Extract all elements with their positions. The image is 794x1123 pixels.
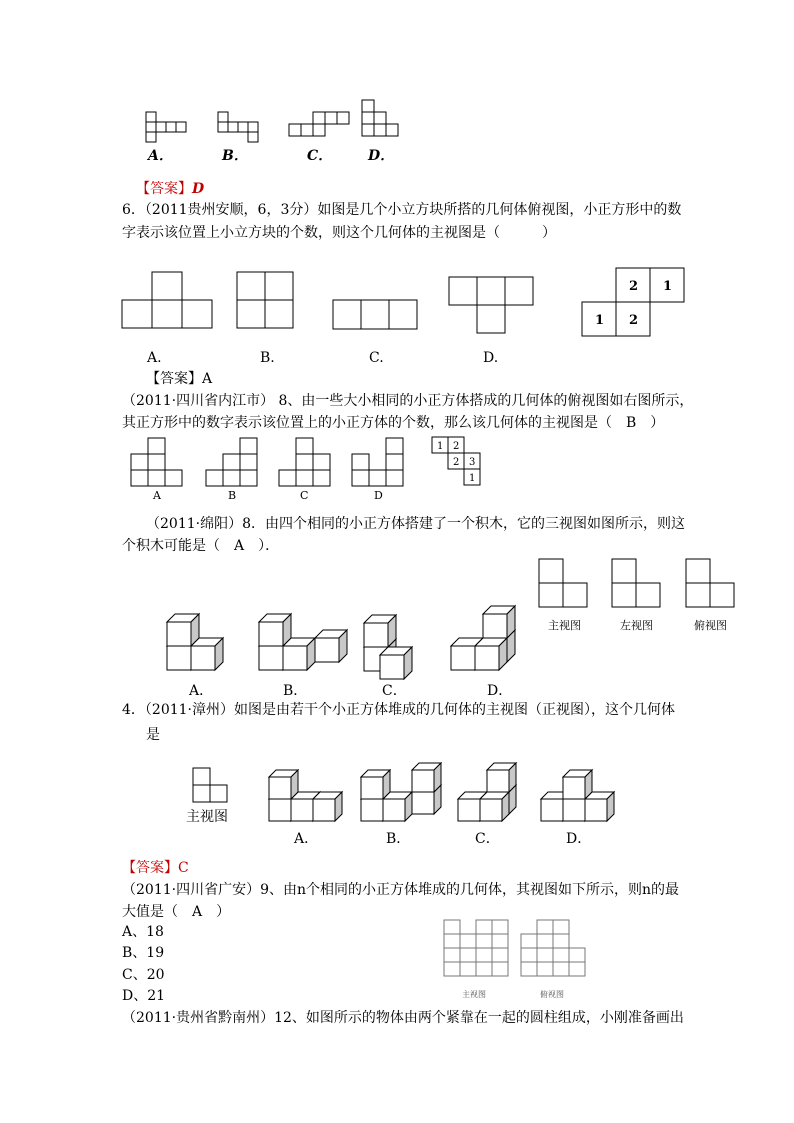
top-view-number: 3 [469,457,476,468]
q9-choice-b: B、19 [122,945,165,961]
q6-option-c-label: C. [369,350,384,366]
q8m-side-view [612,559,664,611]
q4-option-d-label: D． [566,831,592,847]
q6-option-c-figure [333,300,423,332]
cube [191,638,223,670]
q9-line2: 大值是（ A ） [122,904,231,920]
q4-line2: 是 [146,727,160,743]
q8n-option-b-figure [206,438,260,490]
prev-answer [136,178,204,200]
q9-choice-c: C、20 [122,967,165,983]
top-view-number: 2 [453,457,460,468]
q9-top-view-label: 俯视图 [540,990,564,999]
q9-front-view-label: 主视图 [462,990,486,999]
q9-line1: （2011·四川省广安）9、由n个相同的小正方体堆成的几何体，其视图如下所示，则n的最 [122,882,680,898]
cube [480,792,509,821]
q8n-option-d-figure [352,438,406,490]
q6-option-d-figure [449,277,539,337]
prev-option-b-label: B． [222,148,248,164]
answer-label: 【答案】 [122,860,178,876]
q4-option-a-figure [268,763,348,823]
answer-value: C [178,860,189,876]
q8n-line2: 其正方形中的数字表示该位置上的小正方体的个数，那么该几何体的主视图是（ B ） [122,415,665,431]
q4-answer [122,857,189,879]
q8m-option-c-label: C． [382,683,407,699]
top-view-number: 1 [663,279,673,294]
cube [585,792,614,821]
cube [483,606,515,638]
q8m-top-view-label: 俯视图 [694,619,727,632]
q6-option-a-label: A. [147,350,162,366]
cube [563,770,592,799]
answer-label: 【答案】 [136,181,192,197]
q8n-option-a-label: A [153,489,161,502]
q4-front-view-label: 主视图 [186,809,228,825]
q8n-line1: （2011·四川省内江市） 8、由一些大小相同的小正方体搭成的几何体的俯视图如右图所示， [122,393,694,409]
top-view-number: 1 [437,441,444,452]
q8n-option-d-label: D [374,489,383,502]
q8m-front-view-label: 主视图 [548,619,581,632]
cube [283,638,315,670]
q8n-option-c-label: C [300,489,309,502]
q4-front-view [193,768,233,808]
top-view-number: 2 [453,441,460,452]
q6-option-b-figure [237,272,297,332]
prev-option-a-label: A． [148,148,173,164]
q8m-line2: 个积木可能是（ A ）． [122,538,280,554]
cube [380,647,412,679]
q8m-top-view [686,559,738,611]
q8m-option-a-label: A． [189,683,214,699]
top-view-number: 1 [469,473,476,484]
q8n-top-view-figure [432,437,492,489]
q9-top-view [521,920,593,984]
cube [269,770,298,799]
q6-option-a-figure [122,272,217,332]
cube [475,638,507,670]
q6-answer [146,368,212,390]
cube [259,614,291,646]
answer-value: A [202,371,213,387]
top-view-number: 2 [629,279,639,294]
q9-choice-d: D、21 [122,988,166,1004]
q8m-side-view-label: 左视图 [620,619,653,632]
q4-option-c-label: C． [475,831,500,847]
q8m-option-b-figure [258,600,330,672]
q8n-option-c-figure [279,438,333,490]
cube [313,792,342,821]
q9-choice-a: A、18 [122,924,164,940]
q4-option-a-label: A． [294,831,319,847]
q6-option-d-label: D. [483,350,499,366]
q4-option-c-figure [457,763,527,823]
q8m-front-view [539,559,591,611]
q8m-option-a-figure [166,600,236,672]
q12-line1: （2011·贵州省黔南州）12、如图所示的物体由两个紧靠在一起的圆柱组成，小刚准备画出 [122,1010,684,1026]
q8m-option-d-figure [450,600,522,672]
cube [383,792,412,821]
q9-front-view [444,920,516,984]
cube [487,763,516,792]
cube [167,614,199,646]
cube [412,763,441,792]
prev-option-d-label: D． [368,148,395,164]
prev-option-d-figure [362,100,402,140]
cube [315,630,347,662]
top-view-number: 1 [595,313,605,328]
prev-option-c-label: C． [307,148,333,164]
q8m-line1: （2011·绵阳）8．由四个相同的小正方体搭建了一个积木，它的三视图如图所示，则这 [146,516,685,532]
cube [361,770,390,799]
answer-label: 【答案】 [146,371,202,387]
q4-option-b-label: B． [386,831,411,847]
q4-line1: 4．（2011·漳州）如图是由若干个小正方体堆成的几何体的主视图（正视图），这个几何体 [122,702,675,718]
q4-option-d-figure [540,763,620,823]
q8m-option-b-label: B． [283,683,308,699]
q8n-option-a-figure [131,438,185,490]
q8n-option-b-label: B [228,489,237,502]
q6-line1: 6．（2011贵州安顺，6，3分）如图是几个小立方块所搭的几何体俯视图，小正方形中的数 [122,202,682,218]
cube [364,615,396,647]
q6-option-b-label: B. [260,350,275,366]
q4-option-b-figure [360,763,450,823]
answer-value: D [192,181,205,197]
q8m-option-d-label: D． [487,683,513,699]
q8m-option-c-figure [363,593,433,673]
q6-top-view-figure [582,268,692,340]
q6-line2: 字表示该位置上小立方块的个数，则这个几何体的主视图是（ ） [122,225,556,241]
top-view-number: 2 [629,313,639,328]
